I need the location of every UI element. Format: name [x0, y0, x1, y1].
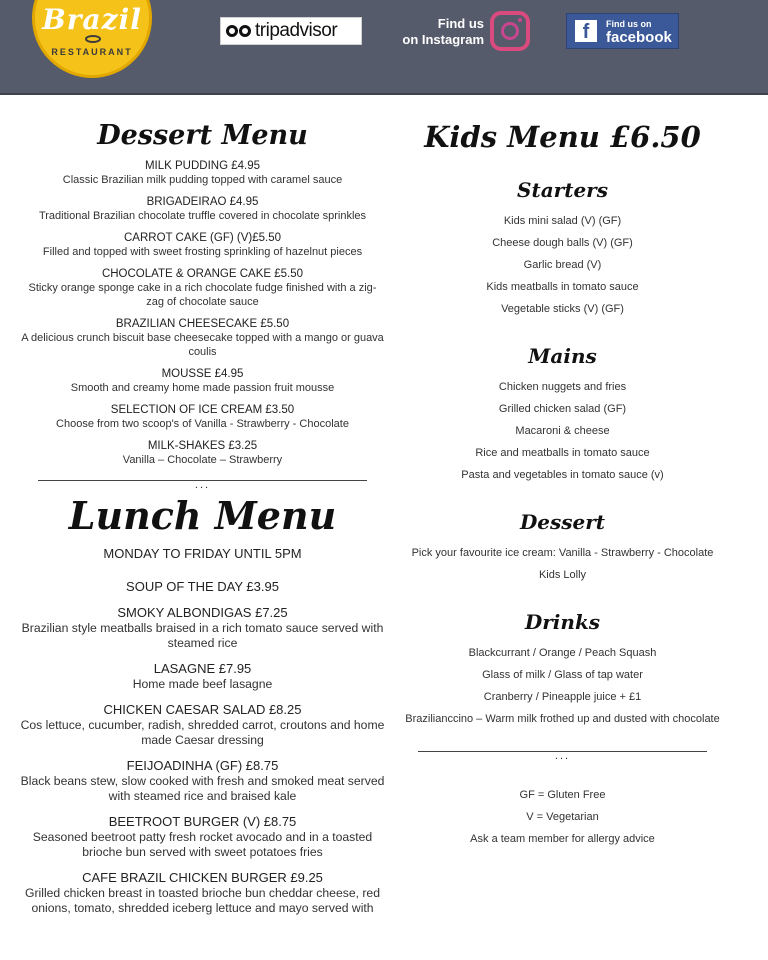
list-item: Chicken nuggets and fries: [498, 381, 627, 393]
logo-subtitle: RESTAURANT: [51, 47, 133, 57]
lunch-item-desc: Brazilian style meatballs braised in a rich tomato sauce served with steamed rice: [21, 621, 384, 650]
kids-section-heading: Dessert: [519, 510, 606, 534]
lunch-item-desc: Grilled chicken breast in toasted brioche bun cheddar cheese, red onions, tomato, shredded iceberg lettuce and mayo served with: [24, 886, 380, 915]
facebook-big-label: facebook: [606, 29, 672, 46]
lunch-item-name: SOUP OF THE DAY £3.95: [126, 579, 279, 594]
kids-section-heading: Drinks: [524, 610, 601, 634]
lunch-item: [20, 661, 385, 692]
tripadvisor-badge[interactable]: [220, 17, 362, 45]
lunch-item-name: CAFE BRAZIL CHICKEN BURGER £9.25: [82, 870, 323, 885]
header-bar: [0, 0, 768, 95]
lunch-item-desc: Cos lettuce, cucumber, radish, shredded carrot, croutons and home made Caesar dressing: [20, 718, 385, 747]
dessert-item: [20, 159, 385, 187]
dessert-item: [20, 439, 385, 467]
lunch-item-name: SMOKY ALBONDIGAS £7.25: [117, 605, 288, 620]
lunch-item: [20, 758, 385, 804]
instagram-label-line2: on Instagram: [402, 32, 484, 47]
lunch-item-name: CHICKEN CAESAR SALAD £8.25: [103, 702, 302, 717]
dessert-item-desc: A delicious crunch biscuit base cheesecake topped with a mango or guava coulis: [21, 332, 384, 358]
section-divider: [20, 475, 385, 491]
kids-starters-list: [400, 210, 725, 320]
tripadvisor-owl-icon: [225, 23, 255, 39]
lunch-item: [20, 579, 385, 595]
list-item: Cheese dough balls (V) (GF): [492, 237, 633, 249]
list-item: Vegetable sticks (V) (GF): [501, 303, 624, 315]
right-column: [400, 110, 725, 850]
dessert-item-desc: Traditional Brazilian chocolate truffle covered in chocolate sprinkles: [38, 210, 367, 222]
section-divider: [400, 746, 725, 762]
list-item: Garlic bread (V): [523, 259, 602, 271]
left-column: [20, 110, 385, 916]
lunch-item: [20, 702, 385, 748]
kids-drinks-list: [400, 642, 725, 730]
note-allergy: Ask a team member for allergy advice: [470, 833, 655, 845]
dessert-item: [20, 195, 385, 223]
logo-name: Brazil: [42, 3, 142, 36]
lunch-menu-title: Lunch Menu: [68, 493, 337, 538]
instagram-label-line1: Find us: [437, 16, 484, 31]
list-item: Kids Lolly: [538, 569, 587, 581]
list-item: Blackcurrant / Orange / Peach Squash: [468, 647, 657, 659]
list-item: Kids meatballs in tomato sauce: [486, 281, 639, 293]
dessert-item-desc: Vanilla – Chocolate – Strawberry: [122, 454, 283, 466]
list-item: Pasta and vegetables in tomato sauce (v): [461, 469, 664, 481]
dessert-item-name: MOUSSE £4.95: [161, 368, 244, 380]
lunch-item-name: BEETROOT BURGER (V) £8.75: [108, 814, 297, 829]
list-item: Brazilianccino – Warm milk frothed up and dusted with chocolate: [405, 713, 720, 725]
list-item: Glass of milk / Glass of tap water: [482, 669, 643, 681]
lunch-menu-subtitle: MONDAY TO FRIDAY UNTIL 5PM: [103, 546, 302, 561]
brazil-logo[interactable]: [32, 0, 152, 78]
dietary-notes: [400, 784, 725, 850]
lunch-item-desc: Black beans stew, slow cooked with fresh and smoked meat served with steamed rice and braised kale: [20, 774, 385, 803]
list-item: Cranberry / Pineapple juice + £1: [483, 691, 642, 703]
list-item: Rice and meatballs in tomato sauce: [475, 447, 650, 459]
lunch-item: [20, 870, 385, 916]
lunch-item-name: LASAGNE £7.95: [153, 661, 252, 676]
logo-eye-icon: [85, 35, 101, 43]
divider-dots: ...: [191, 481, 214, 489]
facebook-small-label: Find us on: [606, 19, 652, 29]
instagram-icon[interactable]: [490, 11, 530, 51]
dessert-item-name: BRIGADEIRAO £4.95: [146, 196, 259, 208]
dessert-item-name: CARROT CAKE (GF) (V)£5.50: [124, 232, 281, 244]
dessert-item-desc: Filled and topped with sweet frosting sprinkling of hazelnut pieces: [42, 246, 363, 258]
dessert-item-desc: Choose from two scoop's of Vanilla - Strawberry - Chocolate: [56, 418, 349, 430]
dessert-item-desc: Smooth and creamy home made passion fruit mousse: [70, 382, 335, 394]
lunch-item: [20, 814, 385, 860]
list-item: Grilled chicken salad (GF): [498, 403, 627, 415]
dessert-item-desc: Sticky orange sponge cake in a rich chocolate fudge finished with a zig-zag of chocolate sauce: [28, 282, 377, 308]
facebook-badge[interactable]: [566, 13, 679, 49]
dessert-item-name: CHOCOLATE & ORANGE CAKE £5.50: [101, 268, 304, 280]
dessert-item-desc: Classic Brazilian milk pudding topped with caramel sauce: [62, 174, 343, 186]
dessert-menu-title: Dessert Menu: [97, 120, 308, 151]
note-gluten-free: GF = Gluten Free: [519, 789, 606, 801]
dessert-item-name: SELECTION OF ICE CREAM £3.50: [110, 404, 295, 416]
dessert-item: [20, 317, 385, 359]
dessert-item: [20, 267, 385, 309]
lunch-item: [20, 605, 385, 651]
instagram-label[interactable]: [392, 16, 484, 48]
facebook-f-icon: f: [575, 20, 597, 42]
dessert-item: [20, 367, 385, 395]
dessert-item-name: BRAZILIAN CHEESECAKE £5.50: [115, 318, 290, 330]
note-vegetarian: V = Vegetarian: [526, 811, 599, 823]
lunch-item-name: FEIJOADINHA (GF) £8.75: [126, 758, 279, 773]
dessert-item: [20, 231, 385, 259]
tripadvisor-label: tripadvisor: [255, 20, 338, 41]
list-item: Pick your favourite ice cream: Vanilla - Strawberry - Chocolate: [411, 547, 714, 559]
kids-mains-list: [400, 376, 725, 486]
lunch-item-desc: Home made beef lasagne: [132, 677, 273, 691]
dessert-item-name: MILK PUDDING £4.95: [144, 160, 261, 172]
dessert-item: [20, 403, 385, 431]
list-item: Macaroni & cheese: [515, 425, 610, 437]
lunch-item-desc: Seasoned beetroot patty fresh rocket avocado and in a toasted brioche bun served with sweet potatoes fries: [32, 830, 373, 859]
kids-section-heading: Mains: [528, 344, 597, 368]
kids-dessert-list: [400, 542, 725, 586]
kids-section-heading: Starters: [517, 178, 608, 202]
kids-menu-title: Kids Menu £6.50: [424, 120, 701, 154]
divider-dots: ...: [551, 752, 574, 760]
list-item: Kids mini salad (V) (GF): [503, 215, 622, 227]
dessert-item-name: MILK-SHAKES £3.25: [147, 440, 258, 452]
